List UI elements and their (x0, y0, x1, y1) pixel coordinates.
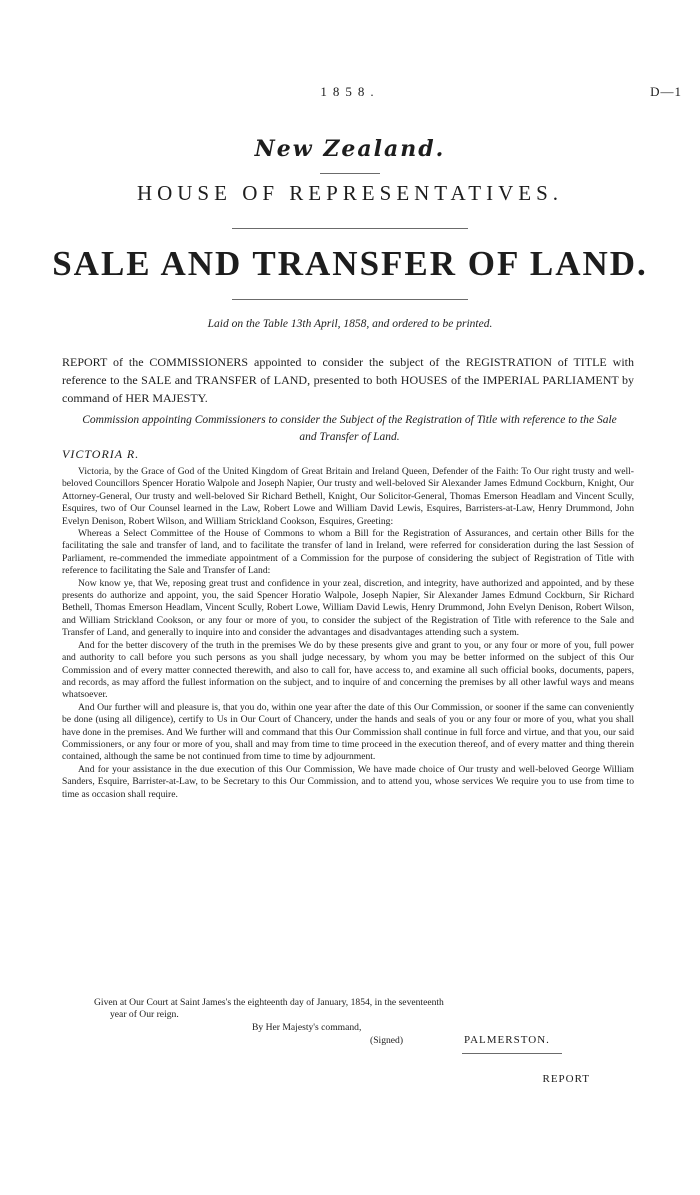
laid-on-table-note: Laid on the Table 13th April, 1858, and ordered to be printed. (207, 318, 493, 330)
given-at-court (62, 997, 634, 1022)
victoria-signature: VICTORIA R. (62, 447, 140, 461)
country-heading: New Zealand. (254, 136, 446, 162)
paragraph: Now know ye, that We, reposing great trust and confidence in your zeal, discretion, and integrity, have authorized and appointed, and by these presents do authorize and appoint, you, the said Spencer Horatio Walpole, Joseph Napier, Sir Alexander James Edmund Cockburn, Sir Richard Bethell, Thomas Emerson Headlam, Vincent Scully, Robert Lowe, William David Lewis, Henry Drummond, John Evelyn Denison, Robert Wilson, and William Strickland Cookson, or any four or more of you, to consider the subject of the Registration of Title with reference to the Sale and Transfer of Land, and generally to inquire into and consider the advantages and disadvantages attending such a system. (62, 577, 634, 639)
document-reference: D—1 (650, 84, 682, 99)
catchword: REPORT (542, 1073, 590, 1085)
given-line: Given at Our Court at Saint James's the eighteenth day of January, 1854, in the seventeenth (94, 997, 444, 1008)
paragraph: And for your assistance in the due execution of this Our Commission, We have made choice of Our trusty and well-beloved George William Sanders, Esquire, Barrister-at-Law, to be Secretary to this Our Commission, and to attend you, whose services We require you to use from time to time as occasion shall require. (62, 763, 634, 800)
paragraph: And Our further will and pleasure is, that you do, within one year after the date of this Our Commission, or sooner if the same can conveniently be done (using all diligence), certify to Us in Our Court of Chancery, under the hands and seals of you or any four or more of you, what you shall have done in the premises. And We further will and command that this Our Commission shall continue in full force and virtue, and that you, our said Commissioners, or any four or more of you, shall and may from time to time proceed in the execution thereof, and of every matter and thing therein contained, although the same be not continued from time to time by adjournment. (62, 701, 634, 763)
report-intro: REPORT of the COMMISSIONERS appointed to consider the subject of the REGISTRATION of TITLE with reference to the SALE and TRANSFER of LAND, presented to both HOUSES of the IMPERIAL PARLIAMENT by command of HER MAJESTY. (62, 355, 634, 405)
paragraph: Whereas a Select Committee of the House of Commons to whom a Bill for the Registration of Assurances, and certain other Bills for the facilitating the sale and transfer of land, and to facilitate the transfer of land in Ireland, were referred for consideration during the last Session of Parliament, re-commended the immediate appointment of a Commission for the purpose of considering the subject of Registration of Title with reference to facilitating the Sale and Transfer of Land: (62, 528, 634, 577)
divider (232, 228, 468, 229)
by-command-line: By Her Majesty's command, (252, 1022, 362, 1033)
given-line: year of Our reign. (110, 1009, 179, 1021)
year-heading: 1858. (320, 84, 380, 99)
signed-label: (Signed) (370, 1035, 404, 1046)
signer-name: PALMERSTON. (464, 1034, 550, 1046)
house-heading: HOUSE OF REPRESENTATIVES. (136, 181, 564, 205)
divider (320, 173, 380, 174)
paragraph: And for the better discovery of the truth in the premises We do by these presents give and grant to you, or any four or more of you, full power and authority to call before you such persons as you shall judge necessary, by whom you may be better informed on the subject of this Our Commission and of every matter connected therewith, and also to call for, have access to, and examine all such official books, documents, papers, and records, as may afford the fullest information on the subject, and to inquire of and concerning the premises by all other lawful ways and means whatsoever. (62, 639, 634, 701)
divider (462, 1053, 562, 1054)
commission-text (62, 466, 634, 801)
divider (232, 299, 468, 300)
commission-title: Commission appointing Commissioners to consider the Subject of the Registration of Title with reference to the Sale and Transfer of Land. (82, 414, 617, 443)
paragraph: Victoria, by the Grace of God of the United Kingdom of Great Britain and Ireland Queen, Defender of the Faith: To Our right trusty and well-beloved Councillors Spencer Horatio Walpole and Joseph Napier, Our trusty and well-beloved Sir Alexander James Edmund Cockburn, Knight, Our Attorney-General, Our trusty and well-beloved Sir Richard Bethell, Knight, Our Solicitor-General, Thomas Emerson Headlam and Vincent Scully, Esquires, two of Our Counsel learned in the Law, Robert Lowe and William David Lewis, Esquires, Barristers-at-Law, Henry Drummond, John Evelyn Denison, Robert Wilson, and William Strickland Cookson, Esquires, Greeting: (62, 466, 634, 527)
document-title: SALE AND TRANSFER OF LAND. (52, 244, 648, 283)
